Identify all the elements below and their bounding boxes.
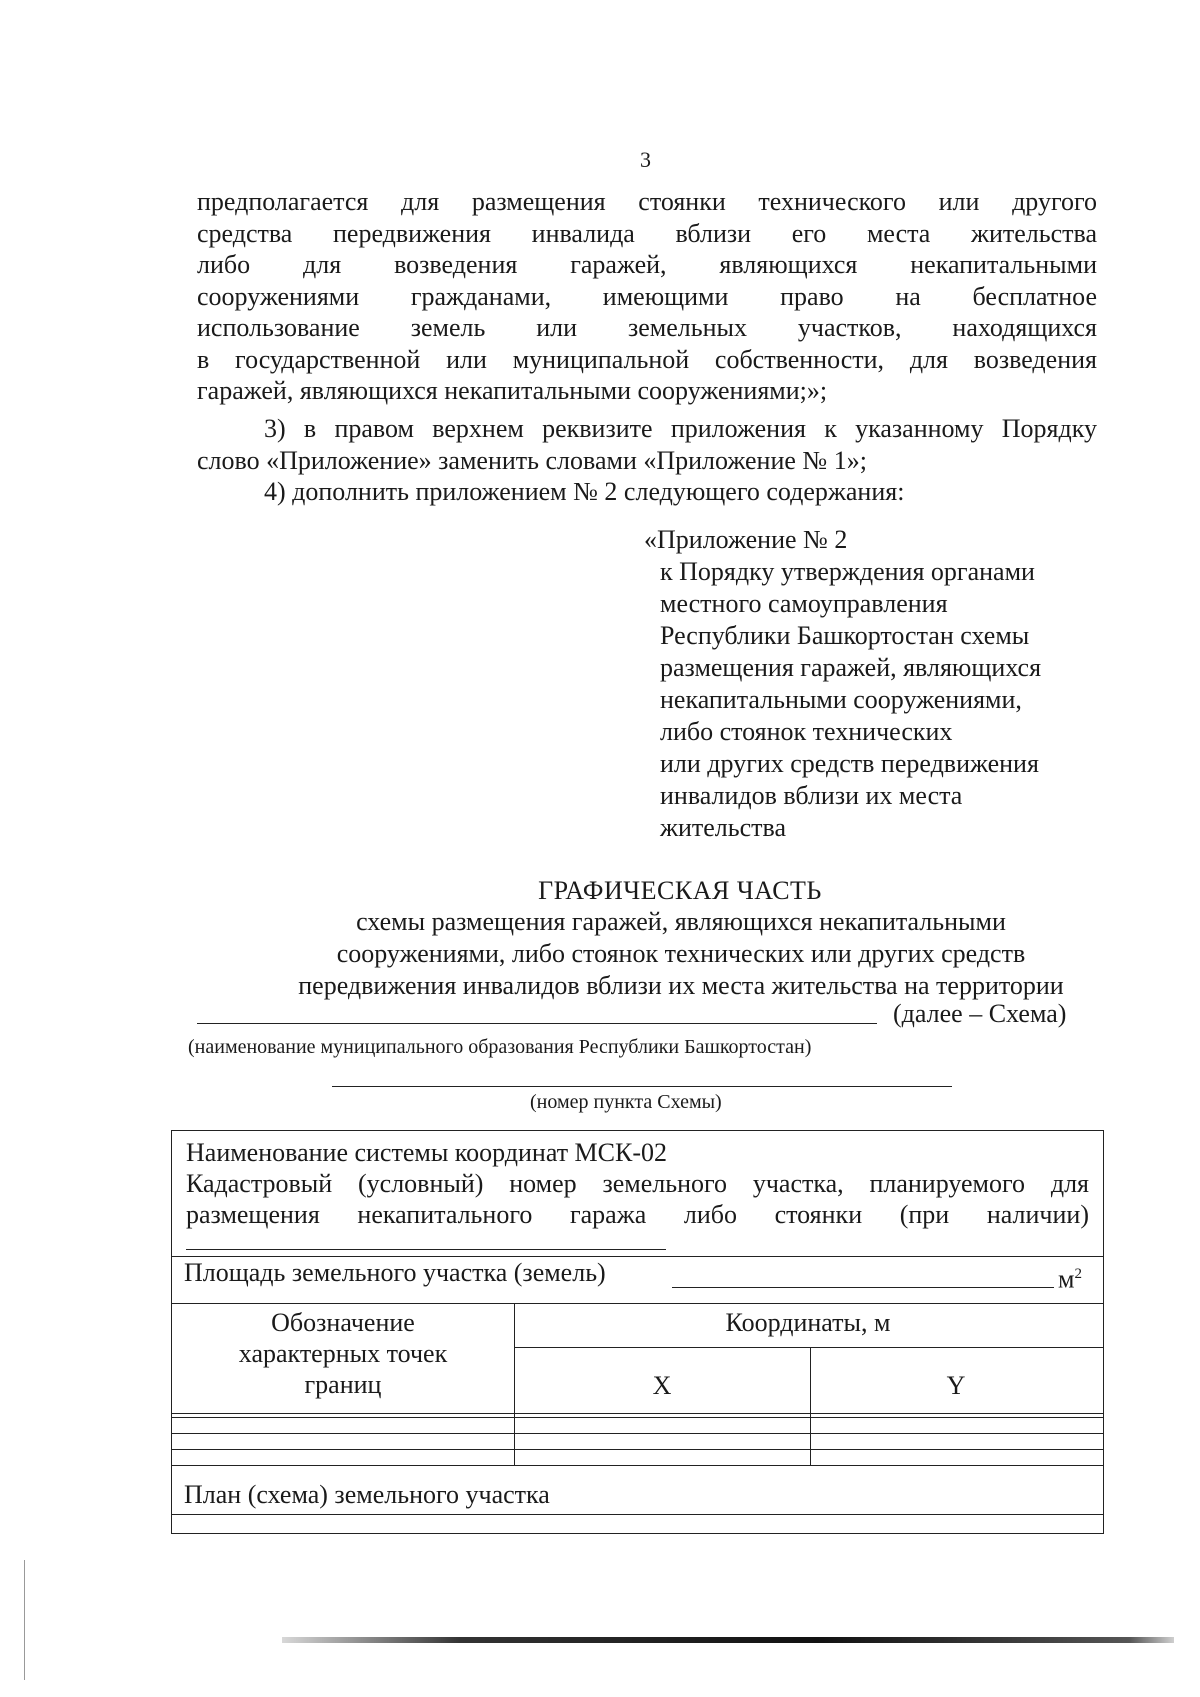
paragraph-1 — [197, 186, 1097, 407]
graphic-subtitle-line: сооружениями, либо стоянок технических или других средств — [336, 939, 1026, 968]
points-header-line: границ — [304, 1370, 382, 1399]
item-number-blank-line — [332, 1086, 952, 1087]
municipality-note: (наименование муниципального образования Республики Башкортостан) — [188, 1036, 812, 1058]
coord-system-label: Наименование системы координат МСК-02 — [186, 1138, 668, 1167]
coord-system-cell — [186, 1137, 1089, 1230]
appendix-line: Республики Башкортостан схемы — [660, 621, 1030, 650]
paragraph-1-line: сооружениями гражданами, имеющими право на бесплатное — [197, 281, 1097, 311]
appendix-line: местного самоуправления — [660, 589, 948, 618]
row-divider — [172, 1449, 1103, 1450]
paragraph-1-line: предполагается для размещения стоянки технического или другого — [197, 187, 1097, 216]
coords-subdivider — [514, 1347, 1103, 1348]
row-divider — [172, 1465, 1103, 1466]
points-header-line: Обозначение — [271, 1308, 415, 1337]
appendix-title: «Приложение № 2 — [644, 525, 848, 554]
land-plot-table — [171, 1130, 1104, 1534]
appendix-line: некапитальными сооружениями, — [660, 685, 1022, 714]
points-header-line: характерных точек — [238, 1339, 448, 1368]
appendix-line: жительства — [660, 813, 786, 842]
area-unit-superscript: 2 — [1074, 1266, 1082, 1282]
scan-bottom-edge — [282, 1637, 1174, 1643]
column-divider — [810, 1347, 811, 1465]
area-unit — [1058, 1259, 1082, 1295]
appendix-body — [644, 556, 1041, 844]
appendix-line: или других средств передвижения — [660, 749, 1039, 778]
paragraph-1-line: использование земель или земельных участков, находящихся — [197, 313, 1097, 342]
row-divider — [172, 1433, 1103, 1434]
row-divider — [172, 1413, 1103, 1414]
scan-margin-mark — [24, 1560, 25, 1680]
appendix-line: инвалидов вблизи их места — [660, 781, 963, 810]
cadastral-blank-line — [186, 1249, 666, 1250]
plan-label: План (схема) земельного участка — [184, 1480, 550, 1509]
paragraph-1-line: в государственной или муниципальной собственности, для возведения — [197, 344, 1097, 374]
appendix-line: размещения гаражей, являющихся — [660, 653, 1042, 682]
coordinates-header: Координаты, м — [725, 1308, 891, 1337]
row-divider — [172, 1303, 1103, 1304]
appendix-line: к Порядку утверждения органами — [660, 557, 1035, 586]
cadastral-line: размещения некапитального гаража либо стоянки (при наличии) — [186, 1200, 1089, 1229]
area-blank-line — [672, 1287, 1054, 1288]
graphic-subtitle-line: передвижения инвалидов вблизи их места жительства на территории — [298, 971, 1064, 1000]
item-number-note: (номер пункта Схемы) — [530, 1091, 722, 1113]
graphic-subtitle-line: схемы размещения гаражей, являющихся некапитальными — [356, 907, 1006, 936]
paragraph-2 — [197, 413, 1097, 476]
appendix-header — [644, 524, 1041, 844]
cadastral-line: Кадастровый (условный) номер земельного участка, планируемого для — [186, 1169, 1089, 1198]
row-divider — [172, 1417, 1103, 1418]
graphic-subtitle — [0, 906, 1200, 1002]
y-header: Y — [946, 1371, 966, 1400]
page-number: 3 — [640, 147, 651, 172]
paragraph-2-line: 3) в правом верхнем реквизите приложения к указанному Порядку — [264, 414, 1097, 443]
graphic-title: ГРАФИЧЕСКАЯ ЧАСТЬ — [538, 876, 822, 905]
appendix-line: либо стоянок технических — [660, 717, 953, 746]
paragraph-1-line: средства передвижения инвалида вблизи его места жительства — [197, 218, 1097, 248]
paragraph-1-last-line: гаражей, являющихся некапитальными сооружениями;»; — [197, 376, 828, 405]
area-unit-text: м — [1058, 1264, 1075, 1294]
area-label: Площадь земельного участка (земель) — [184, 1258, 606, 1287]
x-header: X — [652, 1371, 672, 1400]
column-divider — [514, 1303, 515, 1465]
points-header — [172, 1307, 514, 1400]
row-divider — [172, 1514, 1103, 1515]
paragraph-2-line: слово «Приложение» заменить словами «Приложение № 1»; — [197, 445, 867, 475]
paragraph-3: 4) дополнить приложением № 2 следующего содержания: — [264, 477, 905, 506]
dalee-text: (далее – Схема) — [893, 999, 1067, 1028]
paragraph-1-line: либо для возведения гаражей, являющихся некапитальными — [197, 250, 1097, 279]
municipality-blank-line — [197, 1023, 877, 1024]
